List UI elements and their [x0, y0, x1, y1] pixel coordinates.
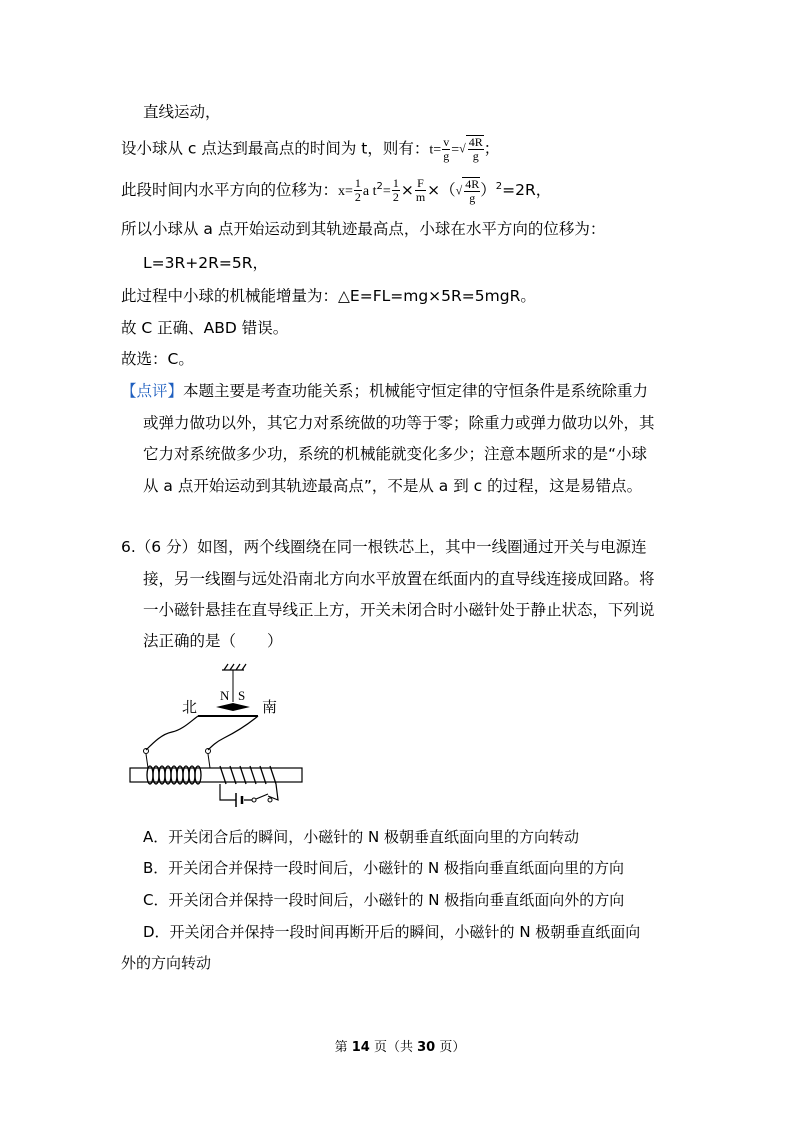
solution-line-1: 直线运动，	[143, 103, 221, 121]
ceiling-hatch	[222, 664, 246, 670]
eq-sign: =	[451, 142, 460, 158]
page-total: 30	[417, 1040, 436, 1055]
south-pole-label: S	[238, 688, 246, 703]
option-d: D．开关闭合并保持一段时间再断开后的瞬间，小磁针的 N 极朝垂直纸面向	[143, 923, 641, 941]
solution-line-5: L=3R+2R=5R，	[143, 254, 268, 272]
switch-lever	[256, 794, 268, 799]
line3-end: =2R，	[502, 181, 552, 200]
solution-line-3	[121, 175, 551, 205]
question-line-1: 6.（6 分）如图，两个线圈绕在同一根铁芯上，其中一线圈通过开关与电源连	[121, 538, 647, 556]
comment-line-3: 它力对系统做多少功，系统的机械能就变化多少；注意本题所求的是“小球	[143, 445, 648, 463]
compass-needle	[216, 703, 250, 711]
eq-x: x=	[338, 184, 353, 200]
north-label: 北	[182, 698, 198, 716]
at-term: a t	[362, 184, 377, 200]
circuit-figure	[128, 660, 308, 820]
north-pole-label: N	[220, 688, 230, 703]
option-b: B．开关闭合并保持一段时间后，小磁针的 N 极指向垂直纸面向里的方向	[143, 859, 625, 877]
comment-line-1	[121, 379, 648, 403]
eq-t: t=	[429, 142, 442, 158]
frac-v-over-g: $\frac{v}{g}$	[443, 134, 450, 163]
line3-text: 此段时间内水平方向的位移为：	[121, 181, 339, 200]
frac-half-a: $\frac{1}{2}$	[354, 176, 361, 205]
option-c: C．开关闭合并保持一段时间后，小磁针的 N 极指向垂直纸面向外的方向	[143, 891, 625, 909]
line2-text: 设小球从 c 点达到最高点的时间为 t，则有：	[121, 139, 430, 158]
frac-half-b: $\frac{1}{2}$	[392, 176, 399, 205]
frac-F-over-m: $\frac{F}{m}$	[415, 176, 426, 205]
close-paren: ）	[480, 181, 496, 200]
sqrt-4R-over-g-2: √ $\frac{4R}{g}$	[455, 176, 480, 205]
times-1: ×	[400, 181, 414, 200]
page-footer: 第 14 页（共 30 页）	[334, 1040, 466, 1055]
comment-line-2: 或弹力做功以外，其它力对系统做的功等于零；除重力或弹力做功以外，其	[143, 414, 655, 432]
solution-line-8: 故选：C。	[121, 350, 194, 368]
times-2: ×（	[427, 181, 456, 200]
right-lead-wire	[208, 716, 258, 750]
comment-text-1: 本题主要是考查功能关系；机械能守恒定律的守恒条件是系统除重力	[183, 382, 649, 400]
question-line-2: 接，另一线圈与远处沿南北方向水平放置在纸面内的直导线连接成回路。将	[143, 570, 655, 588]
option-a: A．开关闭合后的瞬间，小磁针的 N 极朝垂直纸面向里的方向转动	[143, 828, 580, 846]
solution-line-2	[121, 135, 499, 163]
iron-core	[130, 768, 302, 782]
eq-sign-2: =	[382, 184, 391, 200]
question-line-4: 法正确的是（ ）	[143, 632, 283, 650]
solution-line-4: 所以小球从 a 点开始运动到其轨迹最高点，小球在水平方向的位移为：	[121, 220, 606, 238]
left-lead-wire	[146, 716, 198, 750]
exp-2: 2	[376, 181, 383, 192]
sqrt-4R-over-g: √ $\frac{4R}{g}$	[459, 135, 483, 163]
solution-line-6: 此过程中小球的机械能增量为：△E=FL=mg×5R=5mgR。	[121, 287, 536, 305]
south-label: 南	[262, 698, 278, 716]
exp-2b: 2	[495, 181, 503, 192]
battery-circuit-wire	[220, 784, 278, 800]
page-number: 14	[351, 1040, 370, 1055]
solution-line-7: 故 C 正确、ABD 错误。	[121, 319, 289, 337]
comment-tag: 【点评】	[121, 382, 184, 400]
comment-line-4: 从 a 点开始运动到其轨迹最高点”，不是从 a 到 c 的过程，这是易错点。	[143, 477, 643, 495]
question-line-3: 一小磁针悬挂在直导线正上方，开关未闭合时小磁针处于静止状态，下列说	[143, 601, 655, 619]
line2-end: ；	[483, 139, 500, 158]
option-d-cont: 外的方向转动	[121, 954, 212, 972]
